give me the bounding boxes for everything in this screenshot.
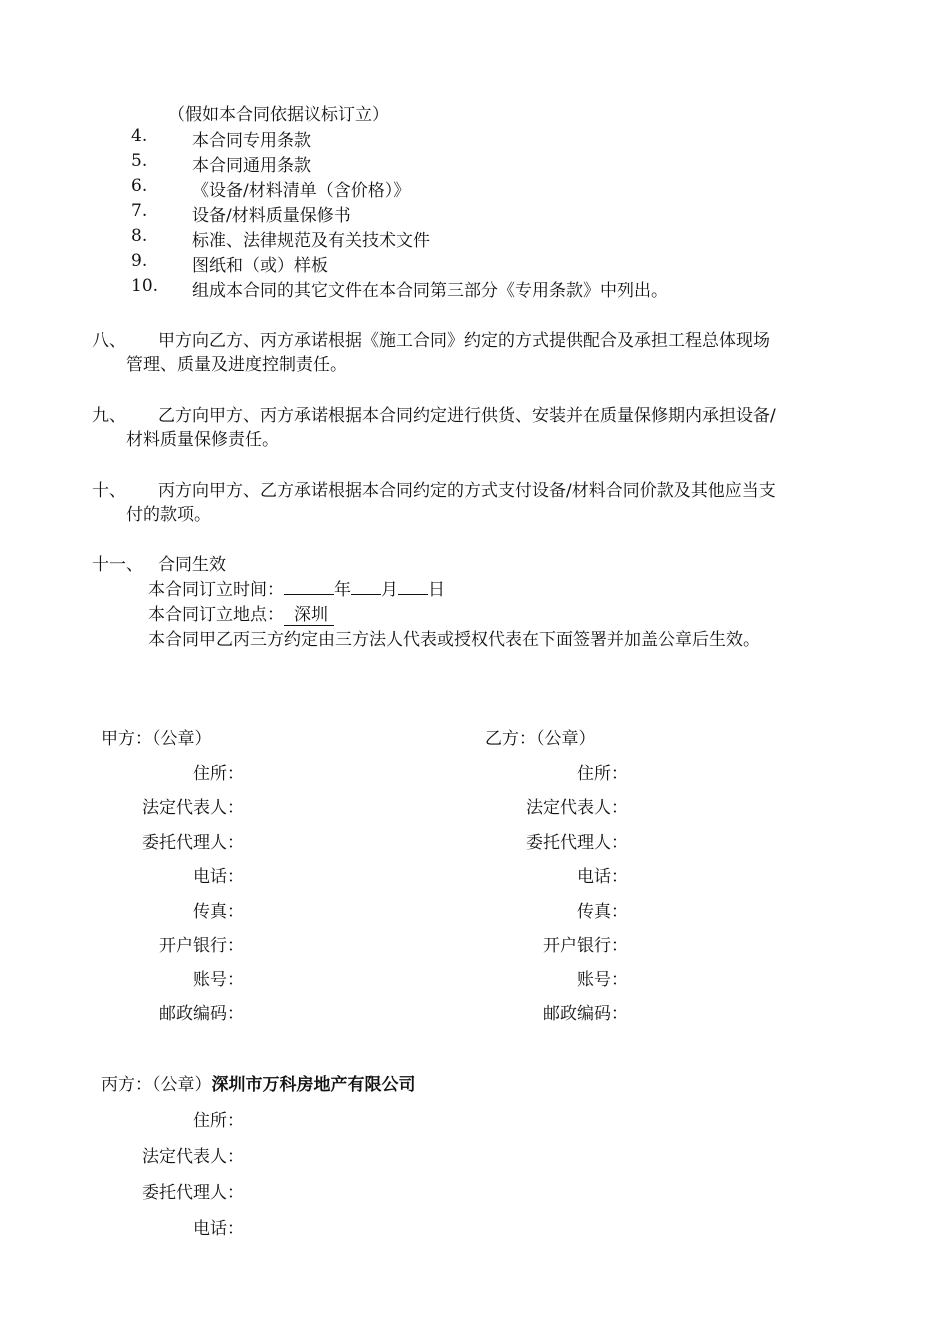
- section-number: 九、: [92, 406, 126, 426]
- list-item-text: 组成本合同的其它文件在本合同第三部分《专用条款》中列出。: [192, 281, 668, 301]
- party-c-agent-label: 委托代理人：: [142, 1183, 244, 1203]
- party-c-title: 丙方：（公章）: [101, 1075, 212, 1095]
- party-c-legal-rep-label: 法定代表人：: [142, 1147, 244, 1167]
- signing-place-value: 深圳: [284, 600, 334, 626]
- section-number: 十、: [92, 481, 126, 501]
- list-item-number: 8.: [131, 226, 148, 246]
- party-b-fax-label: 传真：: [577, 902, 628, 922]
- year-blank: [284, 576, 334, 595]
- party-b-postcode-label: 邮政编码：: [543, 1004, 628, 1024]
- signing-date-line: [148, 575, 445, 600]
- party-b-account-label: 账号：: [577, 970, 628, 990]
- party-b-address-label: 住所：: [577, 764, 628, 784]
- party-a-legal-rep-label: 法定代表人：: [142, 798, 244, 818]
- list-item-number: 5.: [131, 151, 148, 171]
- month-blank: [351, 576, 381, 595]
- party-a-fax-label: 传真：: [193, 902, 244, 922]
- party-a-agent-label: 委托代理人：: [142, 833, 244, 853]
- day-blank: [398, 576, 428, 595]
- list-item-text: 本合同专用条款: [192, 131, 311, 151]
- party-c-address-label: 住所：: [193, 1111, 244, 1131]
- party-a-postcode-label: 邮政编码：: [159, 1004, 244, 1024]
- section-number: 八、: [92, 331, 126, 351]
- party-b-title: 乙方：（公章）: [485, 729, 596, 749]
- party-a-bank-label: 开户银行：: [159, 936, 244, 956]
- party-c-phone-label: 电话：: [193, 1219, 244, 1239]
- party-b-agent-label: 委托代理人：: [526, 833, 628, 853]
- list-item-text: 本合同通用条款: [192, 156, 311, 176]
- party-b-phone-label: 电话：: [577, 867, 628, 887]
- party-b-bank-label: 开户银行：: [543, 936, 628, 956]
- signing-place-line: [148, 600, 334, 626]
- year-label: 年: [334, 580, 351, 600]
- section-title: 合同生效: [158, 555, 226, 575]
- signing-date-label: 本合同订立时间：: [148, 580, 284, 600]
- intro-note: （假如本合同依据议标订立）: [168, 105, 389, 125]
- section-text: 付的款项。: [126, 505, 211, 525]
- section-number: 十一、: [92, 555, 143, 575]
- list-item-text: 设备/材料质量保修书: [192, 206, 351, 226]
- party-a-phone-label: 电话：: [193, 867, 244, 887]
- list-item-number: 10.: [131, 276, 159, 296]
- section-text: 管理、质量及进度控制责任。: [126, 355, 347, 375]
- list-item-number: 9.: [131, 251, 148, 271]
- day-label: 日: [428, 580, 445, 600]
- list-item-number: 6.: [131, 176, 148, 196]
- list-item-text: 标准、法律规范及有关技术文件: [192, 231, 430, 251]
- party-c-title-line: [101, 1070, 416, 1095]
- section-text: 乙方向甲方、丙方承诺根据本合同约定进行供货、安装并在质量保修期内承担设备/: [158, 406, 776, 426]
- party-a-address-label: 住所：: [193, 764, 244, 784]
- section-text: 甲方向乙方、丙方承诺根据《施工合同》约定的方式提供配合及承担工程总体现场: [158, 331, 770, 351]
- signing-place-label: 本合同订立地点：: [148, 605, 284, 625]
- section-text: 丙方向甲方、乙方承诺根据本合同约定的方式支付设备/材料合同价款及其他应当支: [158, 481, 776, 501]
- list-item-number: 4.: [131, 126, 148, 146]
- section-text: 材料质量保修责任。: [126, 430, 279, 450]
- party-c-company: 深圳市万科房地产有限公司: [211, 1075, 416, 1095]
- effectiveness-clause: 本合同甲乙丙三方约定由三方法人代表或授权代表在下面签署并加盖公章后生效。: [148, 630, 760, 650]
- list-item-text: 《设备/材料清单（含价格）》: [192, 181, 411, 201]
- list-item-number: 7.: [131, 201, 148, 221]
- list-item-text: 图纸和（或）样板: [192, 256, 328, 276]
- party-b-legal-rep-label: 法定代表人：: [526, 798, 628, 818]
- month-label: 月: [381, 580, 398, 600]
- party-a-title: 甲方：（公章）: [101, 729, 212, 749]
- party-a-account-label: 账号：: [193, 970, 244, 990]
